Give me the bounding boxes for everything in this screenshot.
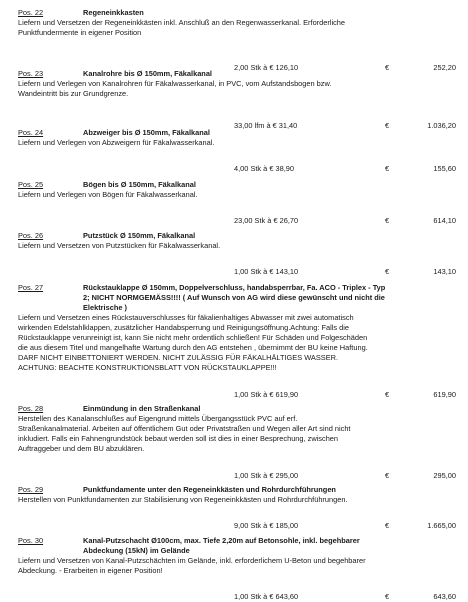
position-total: 252,20: [433, 63, 456, 72]
price-line: [18, 216, 458, 226]
position-description: Herstellen von Punktfundamenten zur Stabilisierung von Regeneinkkästen und Rohrdurchführungen.: [18, 495, 348, 504]
currency-symbol: €: [385, 216, 390, 225]
position-title: Regeneinkkasten: [83, 8, 144, 17]
quantity-unit-price: 9,00 Stk à € 185,00: [234, 521, 299, 530]
position-item-30: [18, 536, 458, 602]
quantity-unit-price: 2,00 Stk à € 126,10: [234, 63, 299, 72]
quantity-unit-price: 1,00 Stk à € 143,10: [234, 267, 299, 276]
position-title: Einmündung in den Straßenkanal: [83, 404, 201, 413]
quantity-unit-price: 1,00 Stk à € 643,60: [234, 592, 299, 601]
quantity-unit-price: 1,00 Stk à € 295,00: [234, 471, 299, 480]
position-number: Pos. 27: [18, 283, 44, 292]
position-item-26: [18, 231, 458, 277]
position-total: 643,60: [433, 592, 456, 601]
position-item-23: [18, 69, 458, 131]
position-description: Herstellen des Kanalanschlußes auf Eigengrund mittels Übergangsstück PVC auf erf. Straßenkanalmaterial. Arbeiten auf öffentlichem Gut oder Privatstraßen und Wegen aller Art sind nicht inkludiert. Falls ein Fahnengrundstück bebaut werden soll ist dies in einer Besprechung, zwischen Auftraggeber und dem BU abzuklären.: [18, 414, 351, 453]
position-item-24: [18, 128, 458, 174]
position-title: Putzstück Ø 150mm, Fäkalkanal: [83, 231, 196, 240]
currency-symbol: €: [385, 390, 390, 399]
position-number: Pos. 23: [18, 69, 44, 78]
quantity-unit-price: 1,00 Stk à € 619,90: [234, 390, 299, 399]
position-item-28: [18, 404, 458, 481]
position-description: Liefern und Verlegen von Bögen für Fäkalwasserkanal.: [18, 190, 198, 199]
position-description: Liefern und Verlegen von Abzweigern für Fäkalwasserkanal.: [18, 138, 215, 147]
position-title: Kanalrohre bis Ø 150mm, Fäkalkanal: [83, 69, 212, 78]
quantity-unit-price: 23,00 Stk à € 26,70: [234, 216, 299, 225]
position-total: 295,00: [433, 471, 456, 480]
price-line: [18, 390, 458, 400]
position-description: Liefern und Versetzen von Kanal-Putzschächten im Gelände, inkl. erforderlichem U-Beton und begehbarer Abdeckung. - Erarbeiten in eigener Position!: [18, 556, 366, 575]
position-number: Pos. 29: [18, 485, 44, 494]
position-title: Punktfundamente unter den Regeneinkkästen und Rohrdurchführungen: [83, 485, 336, 494]
position-item-27: [18, 283, 458, 400]
quantity-unit-price: 33,00 lfm à € 31,40: [234, 121, 298, 130]
currency-symbol: €: [385, 521, 390, 530]
position-description: Liefern und Verlegen von Kanalrohren für Fäkalwasserkanal, in PVC, vom Aufstandsbogen bzw. Wandeintritt bis zur Grundgrenze.: [18, 79, 332, 98]
price-line: [18, 592, 458, 602]
position-title: Kanal-Putzschacht Ø100cm, max. Tiefe 2,20m auf Betonsohle, inkl. begehbarer Abdeckung (15kN) im Gelände: [83, 536, 360, 555]
position-number: Pos. 28: [18, 404, 44, 413]
position-item-25: [18, 180, 458, 226]
position-description: Liefern und Versetzen der Regeneinkkästen inkl. Anschluß an den Regenwasserkanal. Erforderliche Punktfundermente in eigener Position: [18, 18, 346, 37]
position-total: 1.665,00: [427, 521, 456, 530]
position-number: Pos. 30: [18, 536, 44, 545]
currency-symbol: €: [385, 471, 390, 480]
position-total: 614,10: [433, 216, 456, 225]
position-number: Pos. 24: [18, 128, 44, 137]
price-line: [18, 164, 458, 174]
position-total: 155,60: [433, 164, 456, 173]
price-line: [18, 267, 458, 277]
currency-symbol: €: [385, 267, 390, 276]
currency-symbol: €: [385, 164, 390, 173]
position-total: 619,90: [433, 390, 456, 399]
quantity-unit-price: 4,00 Stk à € 38,90: [234, 164, 294, 173]
position-number: Pos. 25: [18, 180, 44, 189]
position-item-22: [18, 8, 458, 73]
position-item-29: [18, 485, 458, 531]
currency-symbol: €: [385, 121, 390, 130]
price-line: [18, 471, 458, 481]
position-number: Pos. 26: [18, 231, 44, 240]
position-total: 143,10: [433, 267, 456, 276]
currency-symbol: €: [385, 63, 390, 72]
position-number: Pos. 22: [18, 8, 44, 17]
position-description: Liefern und Versetzen eines Rückstauverschlusses für fäkalienhaltiges Abwasser mit zwei automatisch wirkenden Edelstahlklappen, zusätzlicher Handabsperrung und Reinigungsöffnung.Achtung: Falls die Rückstauklappe verunreinigt ist, kann Sie nicht mehr ordentlich schließen! Für Schäden und Folgeschäden die aus diesem Titel und mangelhafte Wartung durch den AG entstehen , übernimmt der BU keine Haftung. DARF NICHT EINBETTONIERT WERDEN. NICHT ZULÄSSIG FÜR FÄKALHÄLTIGES WASSER. ACHTUNG: BEACHTE KONSTRUKTIONSBLATT VON RÜCKSTAUKLAPPE!!!: [18, 313, 368, 372]
position-total: 1.036,20: [427, 121, 456, 130]
position-title: Bögen bis Ø 150mm, Fäkalkanal: [83, 180, 196, 189]
position-title: Abzweiger bis Ø 150mm, Fäkalkanal: [83, 128, 210, 137]
position-description: Liefern und Versetzen von Putzstücken für Fäkalwasserkanal.: [18, 241, 221, 250]
currency-symbol: €: [385, 592, 390, 601]
position-title: Rückstauklappe Ø 150mm, Doppelverschluss, handabsperrbar, Fa. ACO - Triplex - Typ 2; NICHT NORMGEMÄSS!!!! ( Auf Wunsch von AG wird diese gewünscht und nicht die Elektrische ): [83, 283, 386, 312]
price-line: [18, 521, 458, 531]
